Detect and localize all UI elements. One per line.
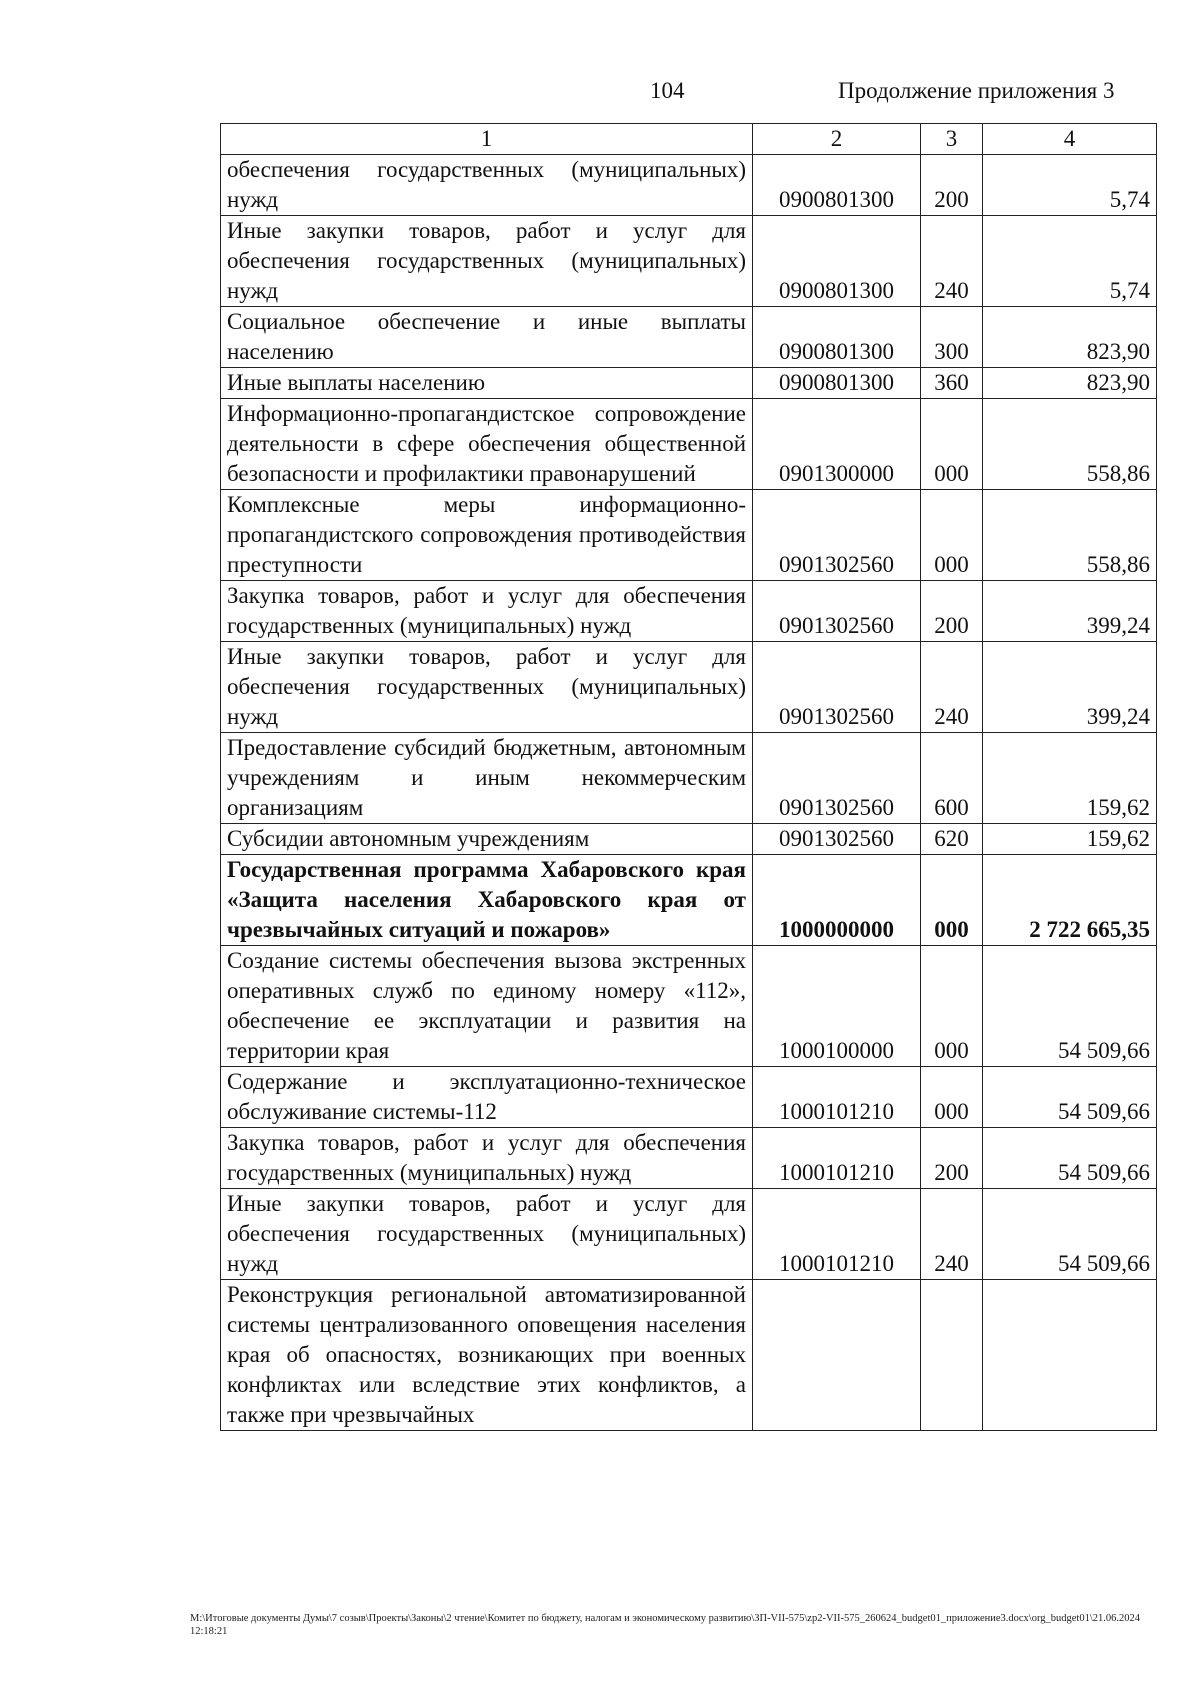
table-row bbox=[221, 216, 1157, 307]
table-row bbox=[221, 581, 1157, 642]
amount-cell: 54 509,66 bbox=[983, 1067, 1157, 1128]
continuation-title: Продолжение приложения 3 bbox=[838, 78, 1115, 103]
row-name-cell: Предоставление субсидий бюджетным, автономным учреждениям и иным некоммерческим организациям bbox=[221, 733, 753, 824]
target-code-cell: 0901302560 bbox=[753, 642, 921, 733]
column-header: 3 bbox=[921, 124, 983, 155]
amount-cell: 823,90 bbox=[983, 307, 1157, 368]
expense-kind-cell: 000 bbox=[921, 855, 983, 946]
page-number: 104 bbox=[650, 78, 685, 103]
amount-cell: 54 509,66 bbox=[983, 1128, 1157, 1189]
target-code-cell: 0900801300 bbox=[753, 307, 921, 368]
row-name-cell: Иные закупки товаров, работ и услуг для обеспечения государственных (муниципальных) нужд bbox=[221, 1189, 753, 1280]
table-row bbox=[221, 155, 1157, 216]
amount-cell: 5,74 bbox=[983, 216, 1157, 307]
expense-kind-cell: 200 bbox=[921, 1128, 983, 1189]
table-row bbox=[221, 399, 1157, 490]
target-code-cell: 0900801300 bbox=[753, 155, 921, 216]
row-name-cell: Иные выплаты населению bbox=[221, 368, 753, 399]
row-name-cell: обеспечения государственных (муниципальных) нужд bbox=[221, 155, 753, 216]
column-header: 1 bbox=[221, 124, 753, 155]
amount-cell: 54 509,66 bbox=[983, 946, 1157, 1067]
target-code-cell: 0901302560 bbox=[753, 733, 921, 824]
expense-kind-cell: 360 bbox=[921, 368, 983, 399]
expense-kind-cell: 200 bbox=[921, 581, 983, 642]
row-name-cell: Создание системы обеспечения вызова экстренных оперативных служб по единому номеру «112», обеспечение ее эксплуатации и развития на территории края bbox=[221, 946, 753, 1067]
amount-cell: 5,74 bbox=[983, 155, 1157, 216]
amount-cell bbox=[983, 1280, 1157, 1431]
expense-kind-cell: 300 bbox=[921, 307, 983, 368]
expense-kind-cell: 620 bbox=[921, 824, 983, 855]
column-header: 2 bbox=[753, 124, 921, 155]
target-code-cell: 0901302560 bbox=[753, 581, 921, 642]
target-code-cell: 0900801300 bbox=[753, 216, 921, 307]
row-name-cell: Содержание и эксплуатационно-техническое обслуживание системы-112 bbox=[221, 1067, 753, 1128]
table-row bbox=[221, 307, 1157, 368]
target-code-cell: 1000101210 bbox=[753, 1189, 921, 1280]
table-row bbox=[221, 490, 1157, 581]
target-code-cell bbox=[753, 1280, 921, 1431]
row-name-cell: Иные закупки товаров, работ и услуг для обеспечения государственных (муниципальных) нужд bbox=[221, 642, 753, 733]
expense-kind-cell: 240 bbox=[921, 216, 983, 307]
budget-table bbox=[220, 123, 1157, 1431]
table-header-row bbox=[221, 124, 1157, 155]
table-row bbox=[221, 1067, 1157, 1128]
row-name-cell: Закупка товаров, работ и услуг для обеспечения государственных (муниципальных) нужд bbox=[221, 1128, 753, 1189]
target-code-cell: 1000000000 bbox=[753, 855, 921, 946]
amount-cell: 159,62 bbox=[983, 733, 1157, 824]
amount-cell: 823,90 bbox=[983, 368, 1157, 399]
amount-cell: 558,86 bbox=[983, 490, 1157, 581]
file-path-footer: М:\Итоговые документы Думы\7 созыв\Проекты\Законы\2 чтение\Комитет по бюджету, налогам и экономическому развитию\ЗП-VII-575\zp2-VII-575_260624_budget01_приложение3.docx\org_budget01\21.06.2024 12:18:21 bbox=[190, 1613, 1141, 1637]
table-row bbox=[221, 946, 1157, 1067]
row-name-cell: Реконструкция региональной автоматизированной системы централизованного оповещения населения края об опасностях, возникающих при военных конфликтах или вследствие этих конфликтов, а также при чрезвычайных bbox=[221, 1280, 753, 1431]
amount-cell: 54 509,66 bbox=[983, 1189, 1157, 1280]
row-name-cell: Субсидии автономным учреждениям bbox=[221, 824, 753, 855]
target-code-cell: 1000101210 bbox=[753, 1128, 921, 1189]
amount-cell: 2 722 665,35 bbox=[983, 855, 1157, 946]
table-row bbox=[221, 642, 1157, 733]
target-code-cell: 0900801300 bbox=[753, 368, 921, 399]
table-row bbox=[221, 1280, 1157, 1431]
expense-kind-cell: 600 bbox=[921, 733, 983, 824]
table-row bbox=[221, 1189, 1157, 1280]
row-name-cell: Государственная программа Хабаровского края «Защита населения Хабаровского края от чрезвычайных ситуаций и пожаров» bbox=[221, 855, 753, 946]
amount-cell: 558,86 bbox=[983, 399, 1157, 490]
table-row bbox=[221, 1128, 1157, 1189]
target-code-cell: 0901300000 bbox=[753, 399, 921, 490]
expense-kind-cell bbox=[921, 1280, 983, 1431]
column-header: 4 bbox=[983, 124, 1157, 155]
amount-cell: 399,24 bbox=[983, 642, 1157, 733]
row-name-cell: Социальное обеспечение и иные выплаты населению bbox=[221, 307, 753, 368]
expense-kind-cell: 240 bbox=[921, 1189, 983, 1280]
table-row bbox=[221, 855, 1157, 946]
expense-kind-cell: 000 bbox=[921, 946, 983, 1067]
row-name-cell: Комплексные меры информационно-пропагандистского сопровождения противодействия преступности bbox=[221, 490, 753, 581]
expense-kind-cell: 000 bbox=[921, 490, 983, 581]
expense-kind-cell: 000 bbox=[921, 399, 983, 490]
table-body bbox=[221, 155, 1157, 1431]
target-code-cell: 1000101210 bbox=[753, 1067, 921, 1128]
row-name-cell: Информационно-пропагандистское сопровождение деятельности в сфере обеспечения общественной безопасности и профилактики правонарушений bbox=[221, 399, 753, 490]
amount-cell: 159,62 bbox=[983, 824, 1157, 855]
amount-cell: 399,24 bbox=[983, 581, 1157, 642]
table-row bbox=[221, 824, 1157, 855]
target-code-cell: 0901302560 bbox=[753, 824, 921, 855]
expense-kind-cell: 240 bbox=[921, 642, 983, 733]
row-name-cell: Закупка товаров, работ и услуг для обеспечения государственных (муниципальных) нужд bbox=[221, 581, 753, 642]
target-code-cell: 0901302560 bbox=[753, 490, 921, 581]
expense-kind-cell: 200 bbox=[921, 155, 983, 216]
row-name-cell: Иные закупки товаров, работ и услуг для обеспечения государственных (муниципальных) нужд bbox=[221, 216, 753, 307]
target-code-cell: 1000100000 bbox=[753, 946, 921, 1067]
table-row bbox=[221, 733, 1157, 824]
expense-kind-cell: 000 bbox=[921, 1067, 983, 1128]
table-row bbox=[221, 368, 1157, 399]
